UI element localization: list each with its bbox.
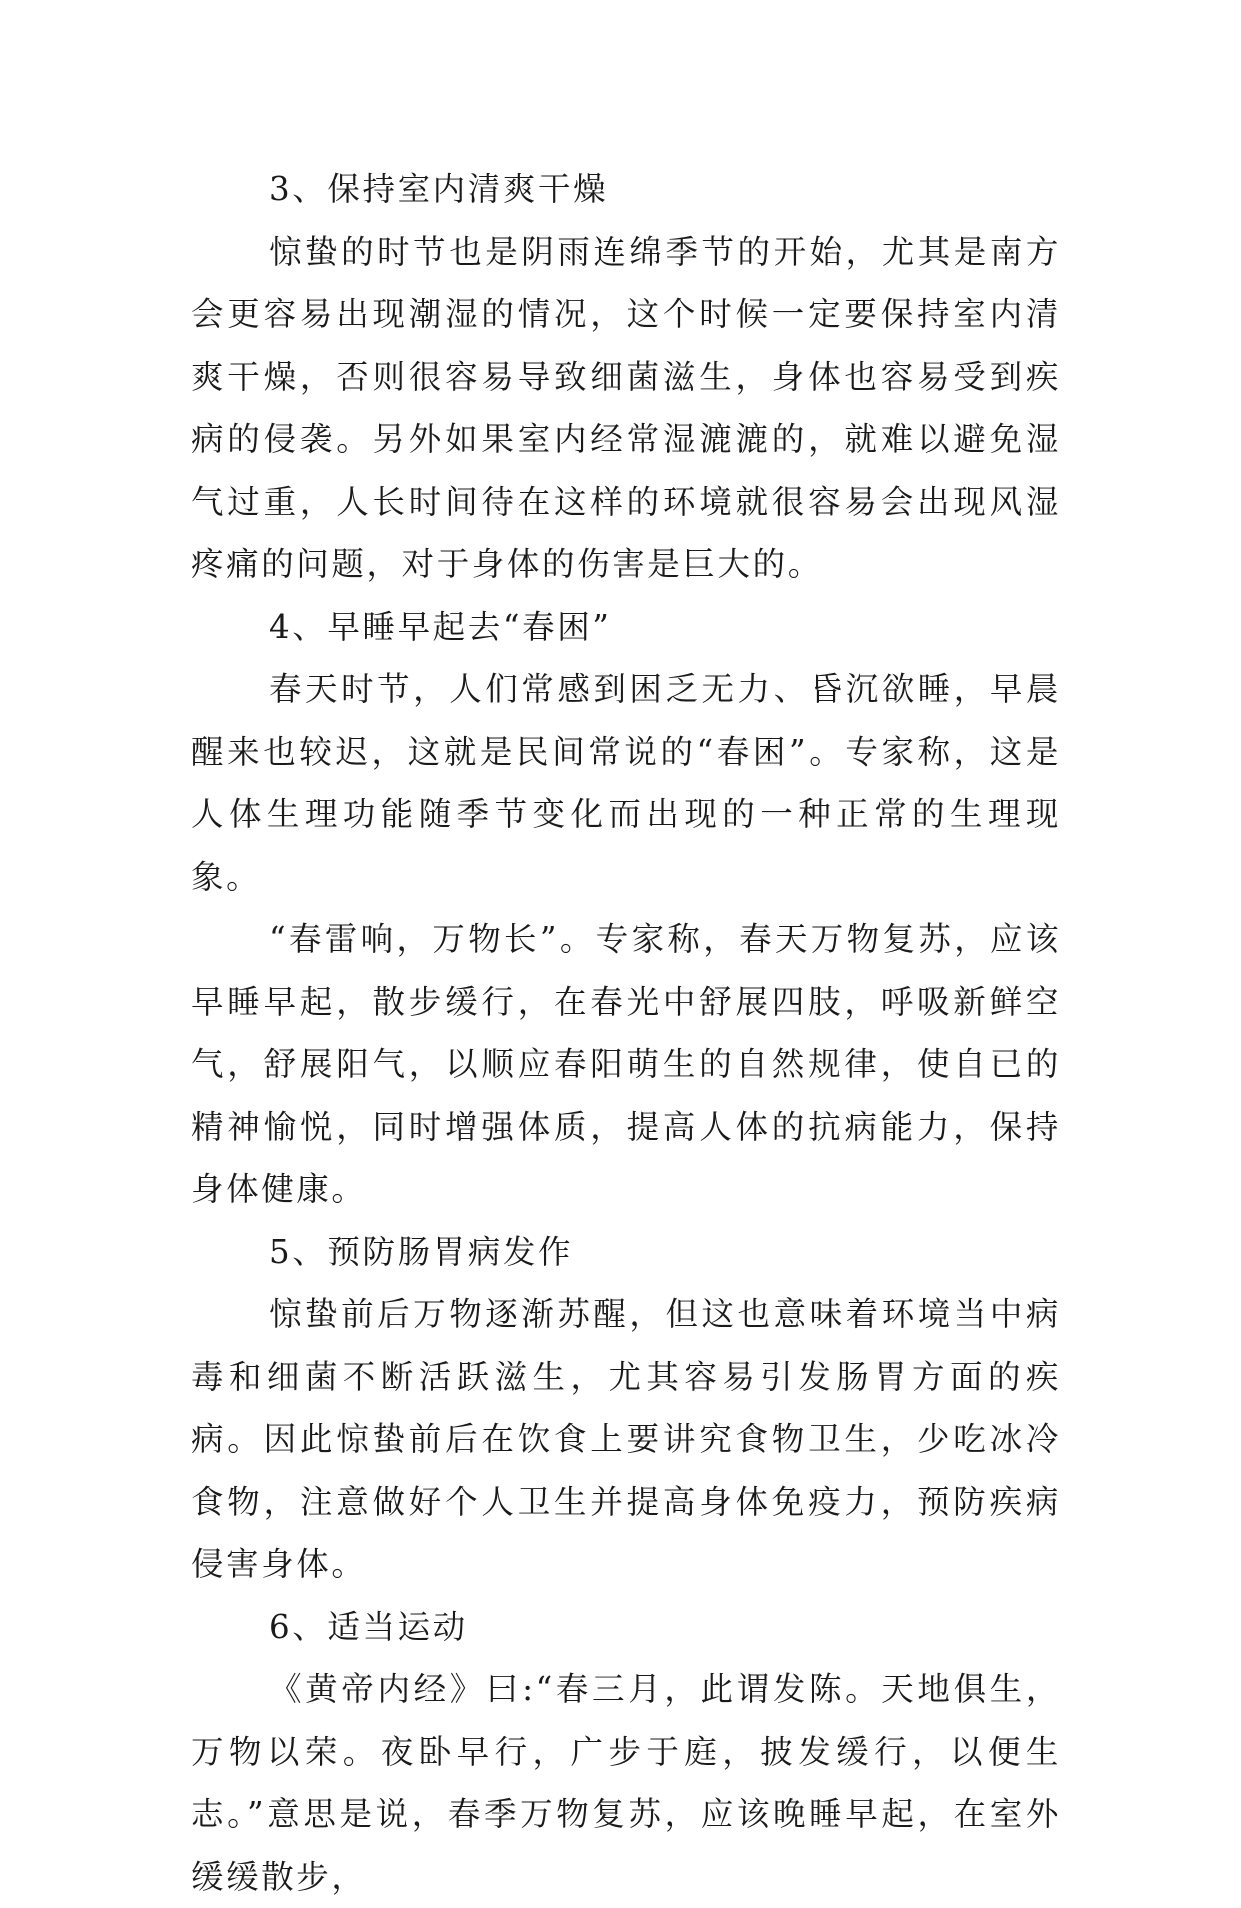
section-heading-3: 3、保持室内清爽干燥 (269, 170, 609, 208)
paragraph-spring-fatigue: 春天时节，人们常感到困乏无力、昏沉欲睡，早晨醒来也较迟，这就是民间常说的“春困”。专家称，这是人体生理功能随季节变化而出现的一种正常的生理现象。 (191, 670, 1061, 896)
document-body (191, 158, 1061, 1908)
paragraph-keep-indoor-dry: 惊蛰的时节也是阴雨连绵季节的开始，尤其是南方会更容易出现潮湿的情况，这个时候一定要保持室内清爽干燥，否则很容易导致细菌滋生，身体也容易受到疾病的侵袭。另外如果室内经常湿漉漉的，就难以避免湿气过重，人长时间待在这样的环境就很容易会出现风湿疼痛的问题，对于身体的伤害是巨大的。 (191, 232, 1061, 583)
paragraph-huangdi-neijing: 《黄帝内经》曰:“春三月，此谓发陈。天地俱生，万物以荣。夜卧早行，广步于庭，披发缓行，以便生志。”意思是说，春季万物复苏，应该晚睡早起，在室外缓缓散步， (191, 1670, 1061, 1896)
paragraph-spring-thunder: “春雷响，万物长”。专家称，春天万物复苏，应该早睡早起，散步缓行，在春光中舒展四肢，呼吸新鲜空气，舒展阳气，以顺应春阳萌生的自然规律，使自已的精神愉悦，同时增强体质，提高人体的抗病能力，保持身体健康。 (191, 920, 1061, 1208)
section-heading-6: 6、适当运动 (269, 1607, 468, 1646)
section-heading-4: 4、早睡早起去“春困” (269, 607, 612, 646)
section-heading-5: 5、预防肠胃病发作 (269, 1232, 574, 1271)
paragraph-gastro-prevention: 惊蛰前后万物逐渐苏醒，但这也意味着环境当中病毒和细菌不断活跃滋生，尤其容易引发肠胃方面的疾病。因此惊蛰前后在饮食上要讲究食物卫生，少吃冰冷食物，注意做好个人卫生并提高身体免疫力，预防疾病侵害身体。 (191, 1295, 1061, 1583)
